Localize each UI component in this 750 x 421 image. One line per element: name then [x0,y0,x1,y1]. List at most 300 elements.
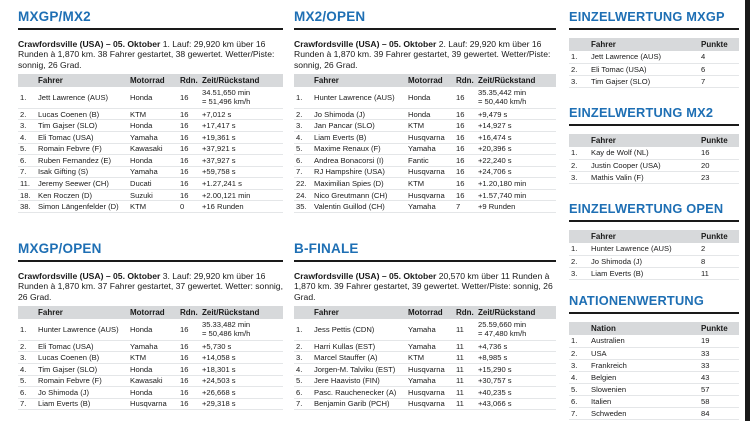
col-header [294,74,312,87]
table-cell: Hunter Lawrence (AUS) [36,319,128,340]
table-cell: +1.27,241 s [200,178,283,190]
col-header: Fahrer [36,74,128,87]
table-row [569,51,739,63]
table-cell: +37,927 s [200,155,283,167]
col-header: Motorrad [406,306,454,319]
table-cell: Australien [589,335,699,347]
col-header: Fahrer [36,306,128,319]
table-cell: 3. [294,120,312,132]
table-cell: Harri Kullas (EST) [312,340,406,352]
table-cell: Husqvarna [406,166,454,178]
table-cell: +14,058 s [200,352,283,364]
table-cell: Andrea Bonacorsi (I) [312,155,406,167]
table-cell: Honda [406,108,454,120]
table-cell: +19,361 s [200,131,283,143]
table-cell: 2. [569,159,589,171]
table-cell: 16 [454,131,476,143]
col-header [569,38,589,51]
table-cell: +9,479 s [476,108,556,120]
table-cell: KTM [128,201,178,213]
table-row [18,131,283,143]
table-cell: KTM [406,352,454,364]
table-cell: Yamaha [406,143,454,155]
table-cell: Hunter Lawrence (AUS) [589,243,699,255]
table-cell: 2. [18,108,36,120]
table-row [569,383,739,395]
table-cell: Romain Febvre (F) [36,143,128,155]
table-row [18,189,283,201]
table-cell: 16 [178,178,200,190]
table-row [294,387,556,399]
table-cell: 16 [178,352,200,364]
table-cell: Slowenien [589,383,699,395]
table-cell: Jo Shimoda (J) [36,387,128,399]
col-header: Punkte [699,134,739,147]
table-cell: 0 [178,201,200,213]
table-cell: USA [589,347,699,359]
table-cell: 5. [294,375,312,387]
table-cell: 5. [569,383,589,395]
table-row [569,395,739,407]
table-cell: Liam Everts (B) [36,398,128,410]
section-einzel-mxgp [569,8,739,88]
section-title: MXGP/MX2 [18,8,283,30]
table-cell: Liam Everts (B) [312,131,406,143]
table-cell: +43,066 s [476,398,556,410]
standings-table [569,322,739,420]
table-cell: 11 [454,352,476,364]
table-cell: 35. [294,201,312,213]
table-cell: Schweden [589,407,699,419]
table-row [569,347,739,359]
table-cell: 5. [18,143,36,155]
table-row [18,108,283,120]
section-title: EINZELWERTUNG OPEN [569,200,739,222]
table-cell: +2.00,121 min [200,189,283,201]
table-cell: 3. [294,352,312,364]
table-cell: Jo Shimoda (J) [589,255,699,267]
table-cell: Kay de Wolf (NL) [589,147,699,159]
table-cell: Ducati [128,178,178,190]
table-row [294,108,556,120]
table-cell: 24. [294,189,312,201]
table-cell: 16 [178,363,200,375]
table-cell: Kawasaki [128,143,178,155]
table-row [18,363,283,375]
table-row [294,166,556,178]
table-cell: 6. [18,155,36,167]
table-row [569,359,739,371]
table-cell: +1.57,740 min [476,189,556,201]
table-cell: 4. [294,363,312,375]
table-row [569,407,739,419]
race-description: Crawfordsville (USA) – 05. Oktober 2. Lauf: 29,920 km über 16 Runden à 1,870 km. 39 Fahrer gestartet, 39 gewertet. Wetter/Piste: sonnig, 26 Grad. [294,39,551,70]
table-row [18,155,283,167]
table-cell: +15,290 s [476,363,556,375]
table-cell: 25.59,660 min = 47,480 km/h [476,319,556,340]
table-cell: 6. [569,395,589,407]
table-row [294,131,556,143]
col-header: Zeit/Rückstand [200,306,283,319]
table-row [18,375,283,387]
table-cell: 1. [18,87,36,108]
table-cell: Honda [128,387,178,399]
table-cell: Liam Everts (B) [589,267,699,279]
table-cell: Honda [406,87,454,108]
table-cell: 16 [178,120,200,132]
table-cell: Tim Gajser (SLO) [589,75,699,87]
table-cell: 1. [18,319,36,340]
table-cell: Yamaha [406,319,454,340]
table-row [569,171,739,183]
table-cell: Jo Shimoda (J) [312,108,406,120]
table-row [18,352,283,364]
table-cell: 1. [569,51,589,63]
table-row [569,371,739,383]
table-cell: KTM [406,178,454,190]
table-cell: 4. [18,363,36,375]
col-header: Fahrer [589,230,699,243]
section-title: EINZELWERTUNG MX2 [569,104,739,126]
table-cell: Hunter Lawrence (AUS) [312,87,406,108]
table-cell: Marcel Stauffer (A) [312,352,406,364]
table-cell: +4,736 s [476,340,556,352]
table-cell: RJ Hampshire (USA) [312,166,406,178]
table-cell: 4. [294,131,312,143]
table-cell: 57 [699,383,739,395]
section-title: NATIONENWERTUNG [569,292,739,314]
table-cell: 43 [699,371,739,383]
table-cell: 11 [454,363,476,375]
table-row [569,63,739,75]
table-cell: 35.35,442 min = 50,440 km/h [476,87,556,108]
table-cell: Pasc. Rauchenecker (A) [312,387,406,399]
table-cell: 16 [454,108,476,120]
table-cell: Eli Tomac (USA) [589,63,699,75]
page-edge-bar [745,0,750,421]
table-cell: Tim Gajser (SLO) [36,120,128,132]
table-cell: 16 [454,87,476,108]
table-cell: Jan Pancar (SLO) [312,120,406,132]
table-cell: Jess Pettis (CDN) [312,319,406,340]
table-cell: Husqvarna [406,387,454,399]
table-cell: 5. [294,143,312,155]
table-cell: Yamaha [406,375,454,387]
section-mxgp-open [18,240,283,410]
table-row [569,75,739,87]
table-cell: +26,668 s [200,387,283,399]
col-header: Zeit/Rückstand [476,74,556,87]
table-cell: KTM [406,120,454,132]
results-table [294,74,556,213]
col-header: Motorrad [128,74,178,87]
table-cell: 2. [18,340,36,352]
table-cell: 6. [294,387,312,399]
col-header [569,230,589,243]
table-cell: +17,417 s [200,120,283,132]
table-cell: Belgien [589,371,699,383]
table-cell: +18,301 s [200,363,283,375]
table-cell: +22,240 s [476,155,556,167]
results-table [294,306,556,410]
table-row [294,189,556,201]
table-cell: 84 [699,407,739,419]
table-cell: Ken Roczen (D) [36,189,128,201]
table-cell: Eli Tomac (USA) [36,131,128,143]
table-cell: 4 [699,51,739,63]
table-cell: 2. [569,63,589,75]
table-cell: 18. [18,189,36,201]
table-cell: 11 [454,387,476,399]
table-cell: 20 [699,159,739,171]
table-cell: 16 [178,375,200,387]
table-cell: 7. [569,407,589,419]
table-row [294,398,556,410]
table-cell: Nico Greutmann (CH) [312,189,406,201]
table-cell: 3. [569,171,589,183]
table-cell: 4. [18,131,36,143]
col-header: Punkte [699,322,739,335]
table-cell: 2 [699,243,739,255]
table-cell: KTM [128,352,178,364]
table-cell: 7. [294,398,312,410]
table-cell: 16 [178,189,200,201]
table-cell: Jett Lawrence (AUS) [36,87,128,108]
col-header: Punkte [699,230,739,243]
table-cell: Yamaha [406,201,454,213]
table-cell: 2. [569,347,589,359]
table-cell: 1. [569,147,589,159]
table-cell: 7 [699,75,739,87]
table-cell: Fantic [406,155,454,167]
table-cell: 5. [18,375,36,387]
table-cell: Yamaha [406,340,454,352]
table-cell: 11 [454,375,476,387]
table-cell: 8 [699,255,739,267]
table-cell: 19 [699,335,739,347]
table-cell: +30,757 s [476,375,556,387]
table-row [18,398,283,410]
col-header: Fahrer [312,74,406,87]
table-cell: 35.33,482 min = 50,486 km/h [200,319,283,340]
table-cell: Benjamin Garib (PCH) [312,398,406,410]
table-cell: Honda [128,155,178,167]
table-cell: Maximilian Spies (D) [312,178,406,190]
table-row [294,375,556,387]
col-header: Fahrer [312,306,406,319]
race-description: Crawfordsville (USA) – 05. Oktober 3. Lauf: 29,920 km über 16 Runden à 1,870 km. 37 Fahrer gestartet, 37 gewertet. Wetter: sonnig, 26 Grad. [18,271,283,302]
table-cell: 6 [699,63,739,75]
table-cell: 11 [454,398,476,410]
table-cell: 22. [294,178,312,190]
results-table [18,74,283,213]
table-row [18,340,283,352]
table-cell: +20,396 s [476,143,556,155]
table-row [294,143,556,155]
col-header [569,322,589,335]
table-cell: 3. [18,120,36,132]
table-cell: 16 [178,108,200,120]
table-cell: 16 [454,189,476,201]
table-row [18,178,283,190]
table-cell: KTM [128,108,178,120]
table-cell: Mathis Valin (F) [589,171,699,183]
col-header: Motorrad [128,306,178,319]
table-cell: Honda [128,363,178,375]
race-description: Crawfordsville (USA) – 05. Oktober 20,570 km über 11 Runden à 1,870 km. 39 Fahrer gestartet, 39 gewertet. Wetter/Piste: sonnig, 26 Grad. [294,271,553,302]
table-cell: 11 [699,267,739,279]
table-cell: 16 [178,143,200,155]
table-cell: 3. [18,352,36,364]
table-cell: 38. [18,201,36,213]
table-cell: Jere Haavisto (FIN) [312,375,406,387]
table-cell: 1. [569,335,589,347]
table-cell: 16 [699,147,739,159]
table-cell: 34.51,650 min = 51,496 km/h [200,87,283,108]
table-cell: Husqvarna [406,363,454,375]
table-cell: 33 [699,359,739,371]
table-cell: Honda [128,120,178,132]
table-cell: +24,706 s [476,166,556,178]
section-title: EINZELWERTUNG MXGP [569,8,739,30]
table-cell: +5,730 s [200,340,283,352]
table-cell: +24,503 s [200,375,283,387]
table-cell: +16 Runden [200,201,283,213]
col-header: Zeit/Rückstand [476,306,556,319]
table-cell: +59,758 s [200,166,283,178]
table-cell: +9 Runden [476,201,556,213]
col-header: Rdn. [178,74,200,87]
table-cell: Simon Längenfelder (D) [36,201,128,213]
table-cell: 1. [294,87,312,108]
table-row [18,87,283,108]
table-cell: Frankreich [589,359,699,371]
table-row [569,147,739,159]
standings-table [569,230,739,280]
table-cell: Yamaha [128,131,178,143]
table-cell: Kawasaki [128,375,178,387]
table-cell: 16 [178,387,200,399]
table-cell: Lucas Coenen (B) [36,108,128,120]
col-header: Fahrer [589,134,699,147]
table-cell: Jeremy Seewer (CH) [36,178,128,190]
results-table [18,306,283,410]
table-row [294,319,556,340]
table-row [18,387,283,399]
table-cell: 23 [699,171,739,183]
table-cell: 3. [569,75,589,87]
table-cell: Valentin Guillod (CH) [312,201,406,213]
table-cell: Yamaha [128,166,178,178]
table-cell: 11. [18,178,36,190]
section-einzel-mx2 [569,104,739,184]
table-cell: +37,921 s [200,143,283,155]
col-header: Motorrad [406,74,454,87]
section-title: MXGP/OPEN [18,240,283,262]
section-title: B-FINALE [294,240,556,262]
table-row [18,166,283,178]
section-einzel-open [569,200,739,280]
table-cell: Eli Tomac (USA) [36,340,128,352]
table-row [569,335,739,347]
col-header [294,306,312,319]
table-cell: 16 [178,87,200,108]
standings-table [569,38,739,88]
table-cell: 16 [178,166,200,178]
table-row [294,201,556,213]
table-cell: 6. [294,155,312,167]
table-cell: 33 [699,347,739,359]
table-row [294,155,556,167]
table-cell: 2. [569,255,589,267]
table-cell: 16 [178,398,200,410]
table-cell: 16 [454,143,476,155]
col-header [18,74,36,87]
table-row [18,319,283,340]
table-row [294,178,556,190]
section-nationenwertung [569,292,739,420]
table-cell: Yamaha [128,340,178,352]
table-cell: +14,927 s [476,120,556,132]
table-cell: 7. [18,166,36,178]
table-cell: 16 [178,131,200,143]
table-cell: Husqvarna [406,189,454,201]
table-row [294,340,556,352]
col-header: Rdn. [178,306,200,319]
table-cell: +29,318 s [200,398,283,410]
table-cell: 1. [294,319,312,340]
table-cell: Ruben Fernandez (E) [36,155,128,167]
section-title: MX2/OPEN [294,8,556,30]
table-cell: 2. [294,340,312,352]
table-row [569,243,739,255]
section-mxgp-mx2 [18,8,283,213]
table-cell: Lucas Coenen (B) [36,352,128,364]
table-cell: 4. [569,371,589,383]
table-cell: Justin Cooper (USA) [589,159,699,171]
table-cell: +16,474 s [476,131,556,143]
table-cell: 11 [454,319,476,340]
table-cell: 1. [569,243,589,255]
table-cell: 7. [294,166,312,178]
table-row [569,267,739,279]
table-cell: 3. [569,267,589,279]
table-cell: 3. [569,359,589,371]
table-cell: +8,985 s [476,352,556,364]
table-cell: 11 [454,340,476,352]
table-row [294,120,556,132]
table-cell: Honda [128,87,178,108]
section-mx2-open [294,8,556,213]
race-description: Crawfordsville (USA) – 05. Oktober 1. Lauf: 29,920 km über 16 Runden à 1,870 km. 38 Fahrer gestartet, 38 gewertet. Wetter/Piste: sonnig, 26 Grad. [18,39,275,70]
col-header [569,134,589,147]
table-cell: 6. [18,387,36,399]
col-header: Rdn. [454,74,476,87]
table-cell: Tim Gajser (SLO) [36,363,128,375]
table-cell: 16 [178,155,200,167]
standings-table [569,134,739,184]
col-header: Fahrer [589,38,699,51]
table-row [294,363,556,375]
table-cell: +40,235 s [476,387,556,399]
table-cell: Honda [128,319,178,340]
table-row [569,159,739,171]
table-cell: Jett Lawrence (AUS) [589,51,699,63]
col-header [18,306,36,319]
table-row [294,352,556,364]
table-row [294,87,556,108]
table-row [18,143,283,155]
